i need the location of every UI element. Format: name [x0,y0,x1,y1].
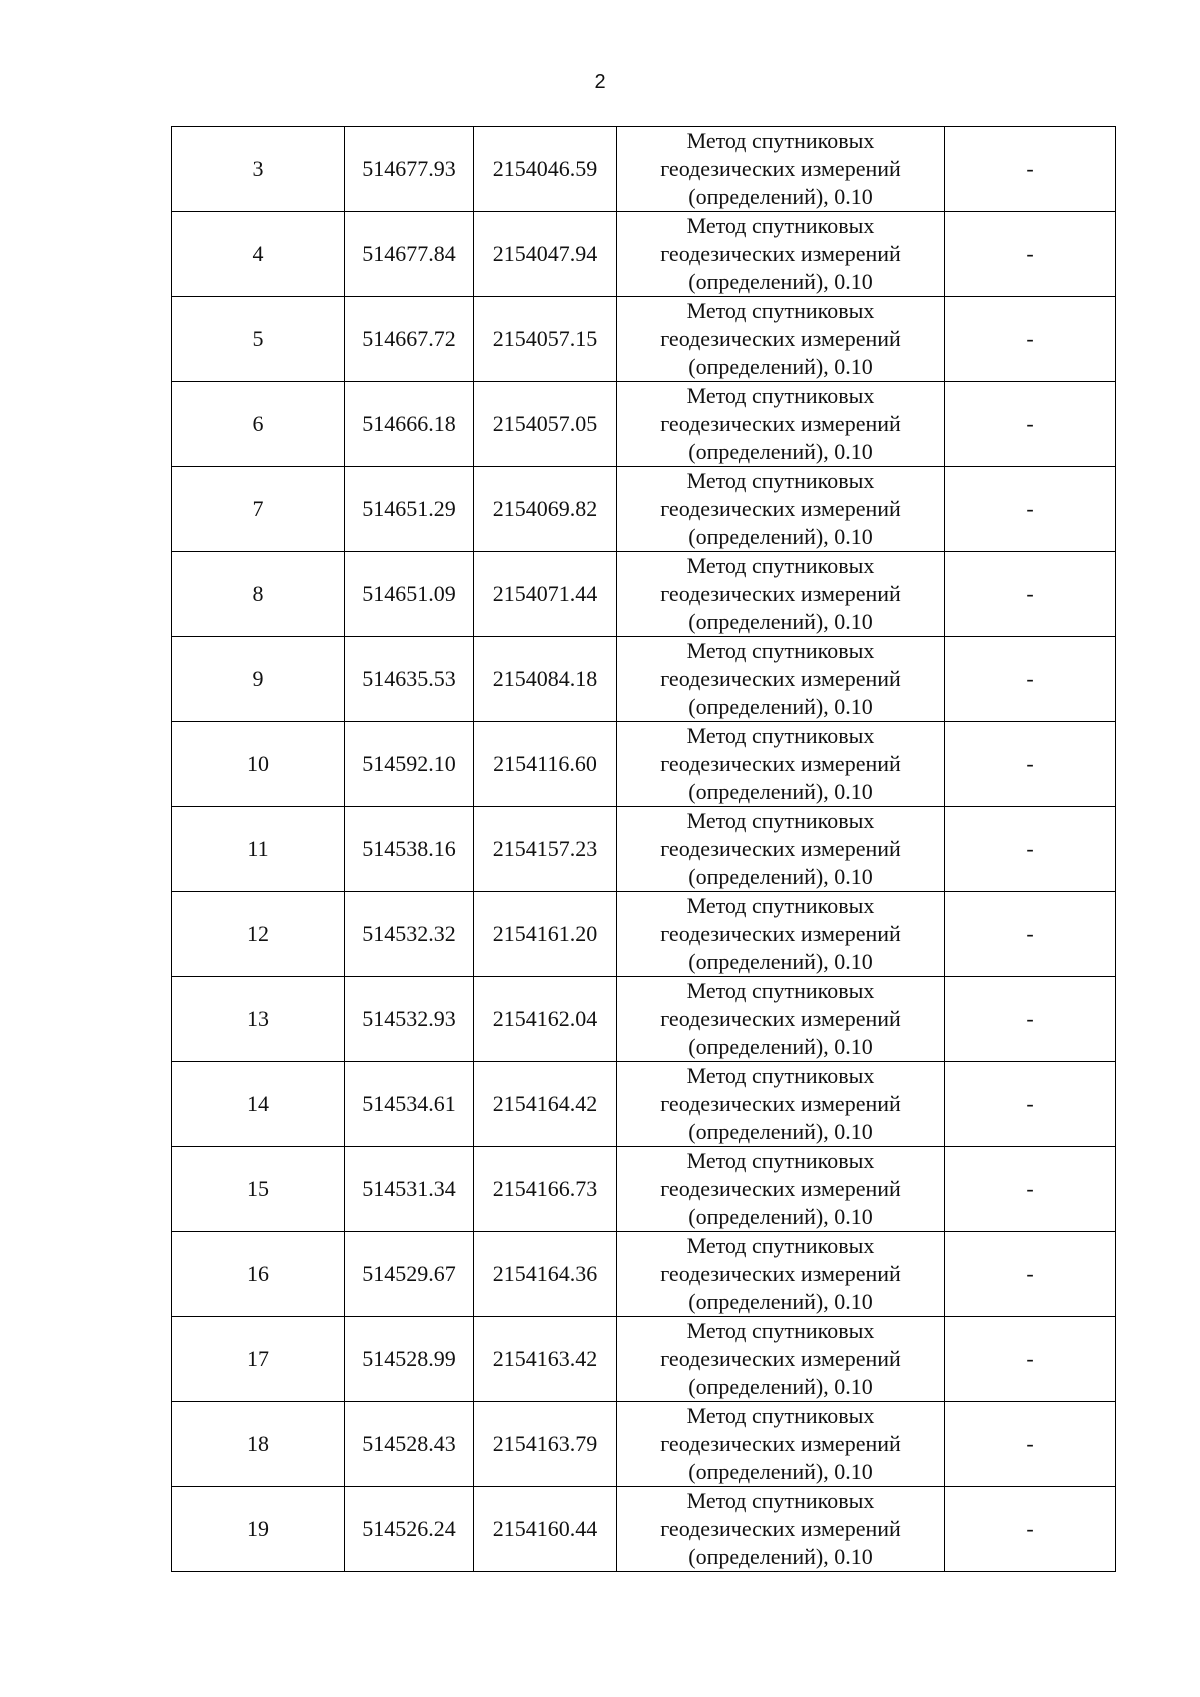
y-coordinate-cell: 2154057.05 [474,382,617,467]
point-number-cell: 8 [172,552,345,637]
note-cell: - [945,552,1116,637]
note-cell: - [945,1402,1116,1487]
x-coordinate-cell: 514666.18 [345,382,474,467]
point-number-cell: 11 [172,807,345,892]
y-coordinate-cell: 2154163.42 [474,1317,617,1402]
note-cell: - [945,722,1116,807]
table-row [172,977,1116,1062]
method-accuracy-cell: Метод спутниковых геодезических измерений (определений), 0.10 [617,722,945,807]
y-coordinate-cell: 2154164.36 [474,1232,617,1317]
method-accuracy-cell: Метод спутниковых геодезических измерений (определений), 0.10 [617,807,945,892]
method-accuracy-cell: Метод спутниковых геодезических измерений (определений), 0.10 [617,1232,945,1317]
point-number-cell: 12 [172,892,345,977]
y-coordinate-cell: 2154164.42 [474,1062,617,1147]
coordinates-table-body [172,127,1116,1572]
note-cell: - [945,1062,1116,1147]
method-accuracy-cell: Метод спутниковых геодезических измерений (определений), 0.10 [617,1402,945,1487]
table-row [172,1317,1116,1402]
point-number-cell: 15 [172,1147,345,1232]
note-cell: - [945,212,1116,297]
method-accuracy-cell: Метод спутниковых геодезических измерений (определений), 0.10 [617,892,945,977]
y-coordinate-cell: 2154157.23 [474,807,617,892]
x-coordinate-cell: 514677.84 [345,212,474,297]
method-accuracy-cell: Метод спутниковых геодезических измерений (определений), 0.10 [617,467,945,552]
y-coordinate-cell: 2154163.79 [474,1402,617,1487]
y-coordinate-cell: 2154161.20 [474,892,617,977]
x-coordinate-cell: 514538.16 [345,807,474,892]
method-accuracy-cell: Метод спутниковых геодезических измерений (определений), 0.10 [617,977,945,1062]
note-cell: - [945,382,1116,467]
method-accuracy-cell: Метод спутниковых геодезических измерений (определений), 0.10 [617,1487,945,1572]
y-coordinate-cell: 2154047.94 [474,212,617,297]
page-number: 2 [594,71,606,93]
method-accuracy-cell: Метод спутниковых геодезических измерений (определений), 0.10 [617,212,945,297]
method-accuracy-cell: Метод спутниковых геодезических измерений (определений), 0.10 [617,297,945,382]
table-row [172,1487,1116,1572]
method-accuracy-cell: Метод спутниковых геодезических измерений (определений), 0.10 [617,637,945,722]
x-coordinate-cell: 514528.99 [345,1317,474,1402]
note-cell: - [945,297,1116,382]
table-row [172,127,1116,212]
x-coordinate-cell: 514528.43 [345,1402,474,1487]
point-number-cell: 5 [172,297,345,382]
point-number-cell: 19 [172,1487,345,1572]
x-coordinate-cell: 514651.29 [345,467,474,552]
x-coordinate-cell: 514526.24 [345,1487,474,1572]
note-cell: - [945,892,1116,977]
table-row [172,297,1116,382]
x-coordinate-cell: 514667.72 [345,297,474,382]
method-accuracy-cell: Метод спутниковых геодезических измерений (определений), 0.10 [617,1317,945,1402]
note-cell: - [945,1147,1116,1232]
y-coordinate-cell: 2154160.44 [474,1487,617,1572]
y-coordinate-cell: 2154166.73 [474,1147,617,1232]
table-row [172,892,1116,977]
note-cell: - [945,467,1116,552]
point-number-cell: 9 [172,637,345,722]
note-cell: - [945,637,1116,722]
y-coordinate-cell: 2154071.44 [474,552,617,637]
y-coordinate-cell: 2154084.18 [474,637,617,722]
method-accuracy-cell: Метод спутниковых геодезических измерений (определений), 0.10 [617,1062,945,1147]
point-number-cell: 16 [172,1232,345,1317]
y-coordinate-cell: 2154162.04 [474,977,617,1062]
x-coordinate-cell: 514592.10 [345,722,474,807]
x-coordinate-cell: 514534.61 [345,1062,474,1147]
table-row [172,1147,1116,1232]
point-number-cell: 3 [172,127,345,212]
note-cell: - [945,127,1116,212]
y-coordinate-cell: 2154069.82 [474,467,617,552]
table-row [172,382,1116,467]
point-number-cell: 10 [172,722,345,807]
x-coordinate-cell: 514651.09 [345,552,474,637]
x-coordinate-cell: 514531.34 [345,1147,474,1232]
note-cell: - [945,977,1116,1062]
point-number-cell: 7 [172,467,345,552]
note-cell: - [945,1487,1116,1572]
note-cell: - [945,1317,1116,1402]
y-coordinate-cell: 2154057.15 [474,297,617,382]
x-coordinate-cell: 514529.67 [345,1232,474,1317]
method-accuracy-cell: Метод спутниковых геодезических измерений (определений), 0.10 [617,1147,945,1232]
point-number-cell: 6 [172,382,345,467]
table-row [172,722,1116,807]
coordinates-table [171,126,1116,1572]
point-number-cell: 4 [172,212,345,297]
y-coordinate-cell: 2154116.60 [474,722,617,807]
table-row [172,807,1116,892]
x-coordinate-cell: 514532.32 [345,892,474,977]
method-accuracy-cell: Метод спутниковых геодезических измерений (определений), 0.10 [617,552,945,637]
table-row [172,1402,1116,1487]
table-row [172,1062,1116,1147]
y-coordinate-cell: 2154046.59 [474,127,617,212]
table-row [172,467,1116,552]
point-number-cell: 18 [172,1402,345,1487]
point-number-cell: 14 [172,1062,345,1147]
table-row [172,212,1116,297]
method-accuracy-cell: Метод спутниковых геодезических измерений (определений), 0.10 [617,382,945,467]
method-accuracy-cell: Метод спутниковых геодезических измерений (определений), 0.10 [617,127,945,212]
point-number-cell: 13 [172,977,345,1062]
note-cell: - [945,807,1116,892]
table-row [172,552,1116,637]
point-number-cell: 17 [172,1317,345,1402]
x-coordinate-cell: 514635.53 [345,637,474,722]
table-row [172,1232,1116,1317]
x-coordinate-cell: 514677.93 [345,127,474,212]
table-row [172,637,1116,722]
x-coordinate-cell: 514532.93 [345,977,474,1062]
note-cell: - [945,1232,1116,1317]
